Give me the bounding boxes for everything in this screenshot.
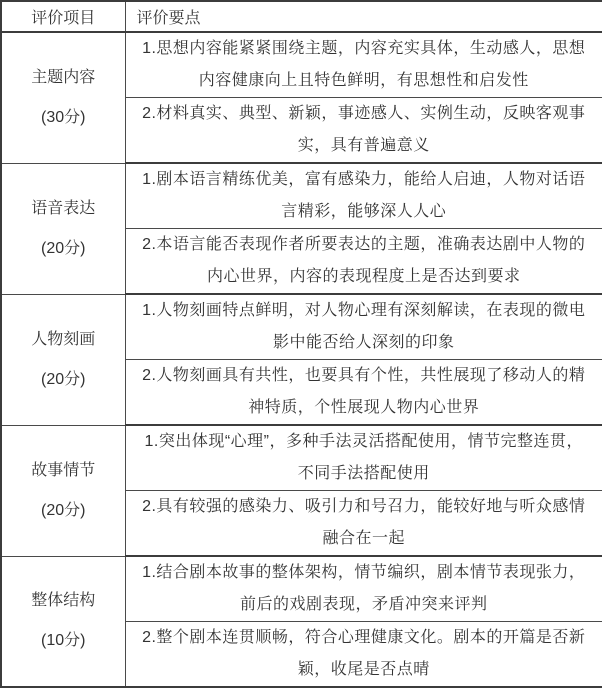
table-row <box>1 163 602 229</box>
point-line: 2.本语言能否表现作者所要表达的主题，准确表达剧中人物的 <box>142 236 586 253</box>
point-line: 内心世界，内容的表现程度上是否达到要求 <box>206 268 521 285</box>
point-cell <box>125 556 602 622</box>
point-line: 融合在一起 <box>322 530 405 547</box>
table-row <box>1 556 602 622</box>
item-cell-voice-expression <box>1 163 125 294</box>
point-line: 2.人物刻画具有共性，也要具有个性，共性展现了移动人的精 <box>142 367 586 384</box>
point-line: 1.剧本语言精练优美，富有感染力，能给人启迪，人物对话语 <box>142 171 586 188</box>
header-points-column: 评价要点 <box>125 1 602 32</box>
point-line: 前后的戏剧表现，矛盾冲突来评判 <box>239 596 488 613</box>
point-cell <box>125 294 602 360</box>
item-score: (10分) <box>41 632 86 650</box>
item-name: 语音表达 <box>31 199 96 217</box>
item-cell-story-plot <box>1 425 125 556</box>
item-score: (20分) <box>41 370 86 388</box>
point-line: 实，具有普遍意义 <box>297 137 430 154</box>
point-cell <box>125 32 602 98</box>
point-line: 神特质，个性展现人物内心世界 <box>248 399 480 416</box>
table-row <box>1 32 602 98</box>
point-cell <box>125 163 602 229</box>
point-line: 不同手法搭配使用 <box>297 465 430 482</box>
point-line: 颖，收尾是否点晴 <box>297 661 430 678</box>
item-cell-overall-structure <box>1 556 125 687</box>
point-cell <box>125 98 602 164</box>
item-score: (30分) <box>41 108 86 126</box>
table-row <box>1 294 602 360</box>
item-score: (20分) <box>41 501 86 519</box>
point-line: 1.结合剧本故事的整体架构，情节编织，剧本情节表现张力， <box>142 564 586 581</box>
point-cell <box>125 360 602 426</box>
point-line: 2.整个剧本连贯顺畅，符合心理健康文化。剧本的开篇是否新 <box>142 629 586 646</box>
item-cell-character-portrayal <box>1 294 125 425</box>
item-name: 人物刻画 <box>31 330 96 348</box>
point-line: 影中能否给人深刻的印象 <box>272 334 455 351</box>
point-cell <box>125 622 602 688</box>
point-line: 1.思想内容能紧紧围绕主题，内容充实具体，生动感人，思想 <box>142 40 586 57</box>
point-line: 言精彩，能够深人人心 <box>281 203 447 220</box>
item-cell-theme-content <box>1 32 125 163</box>
point-cell <box>125 425 602 491</box>
item-name: 故事情节 <box>31 461 96 479</box>
point-cell <box>125 491 602 557</box>
item-name: 主题内容 <box>31 68 96 86</box>
item-score: (20分) <box>41 239 86 257</box>
point-line: 2.材料真实、典型、新颖，事迹感人、实例生动，反映客观事 <box>142 105 586 122</box>
point-line: 1.突出体现“心理”，多种手法灵活搭配使用，情节完整连贯， <box>144 433 583 450</box>
table-row <box>1 425 602 491</box>
point-line: 2.具有较强的感染力、吸引力和号召力，能较好地与听众感情 <box>142 498 586 515</box>
item-name: 整体结构 <box>31 592 96 610</box>
point-line: 1.人物刻画特点鲜明，对人物心理有深刻解读，在表现的微电 <box>142 302 586 319</box>
point-cell <box>125 229 602 295</box>
point-line: 内容健康向上且特色鲜明，有思想性和启发性 <box>198 72 529 89</box>
table-header-row <box>1 1 602 32</box>
header-item-column: 评价项目 <box>1 1 125 32</box>
